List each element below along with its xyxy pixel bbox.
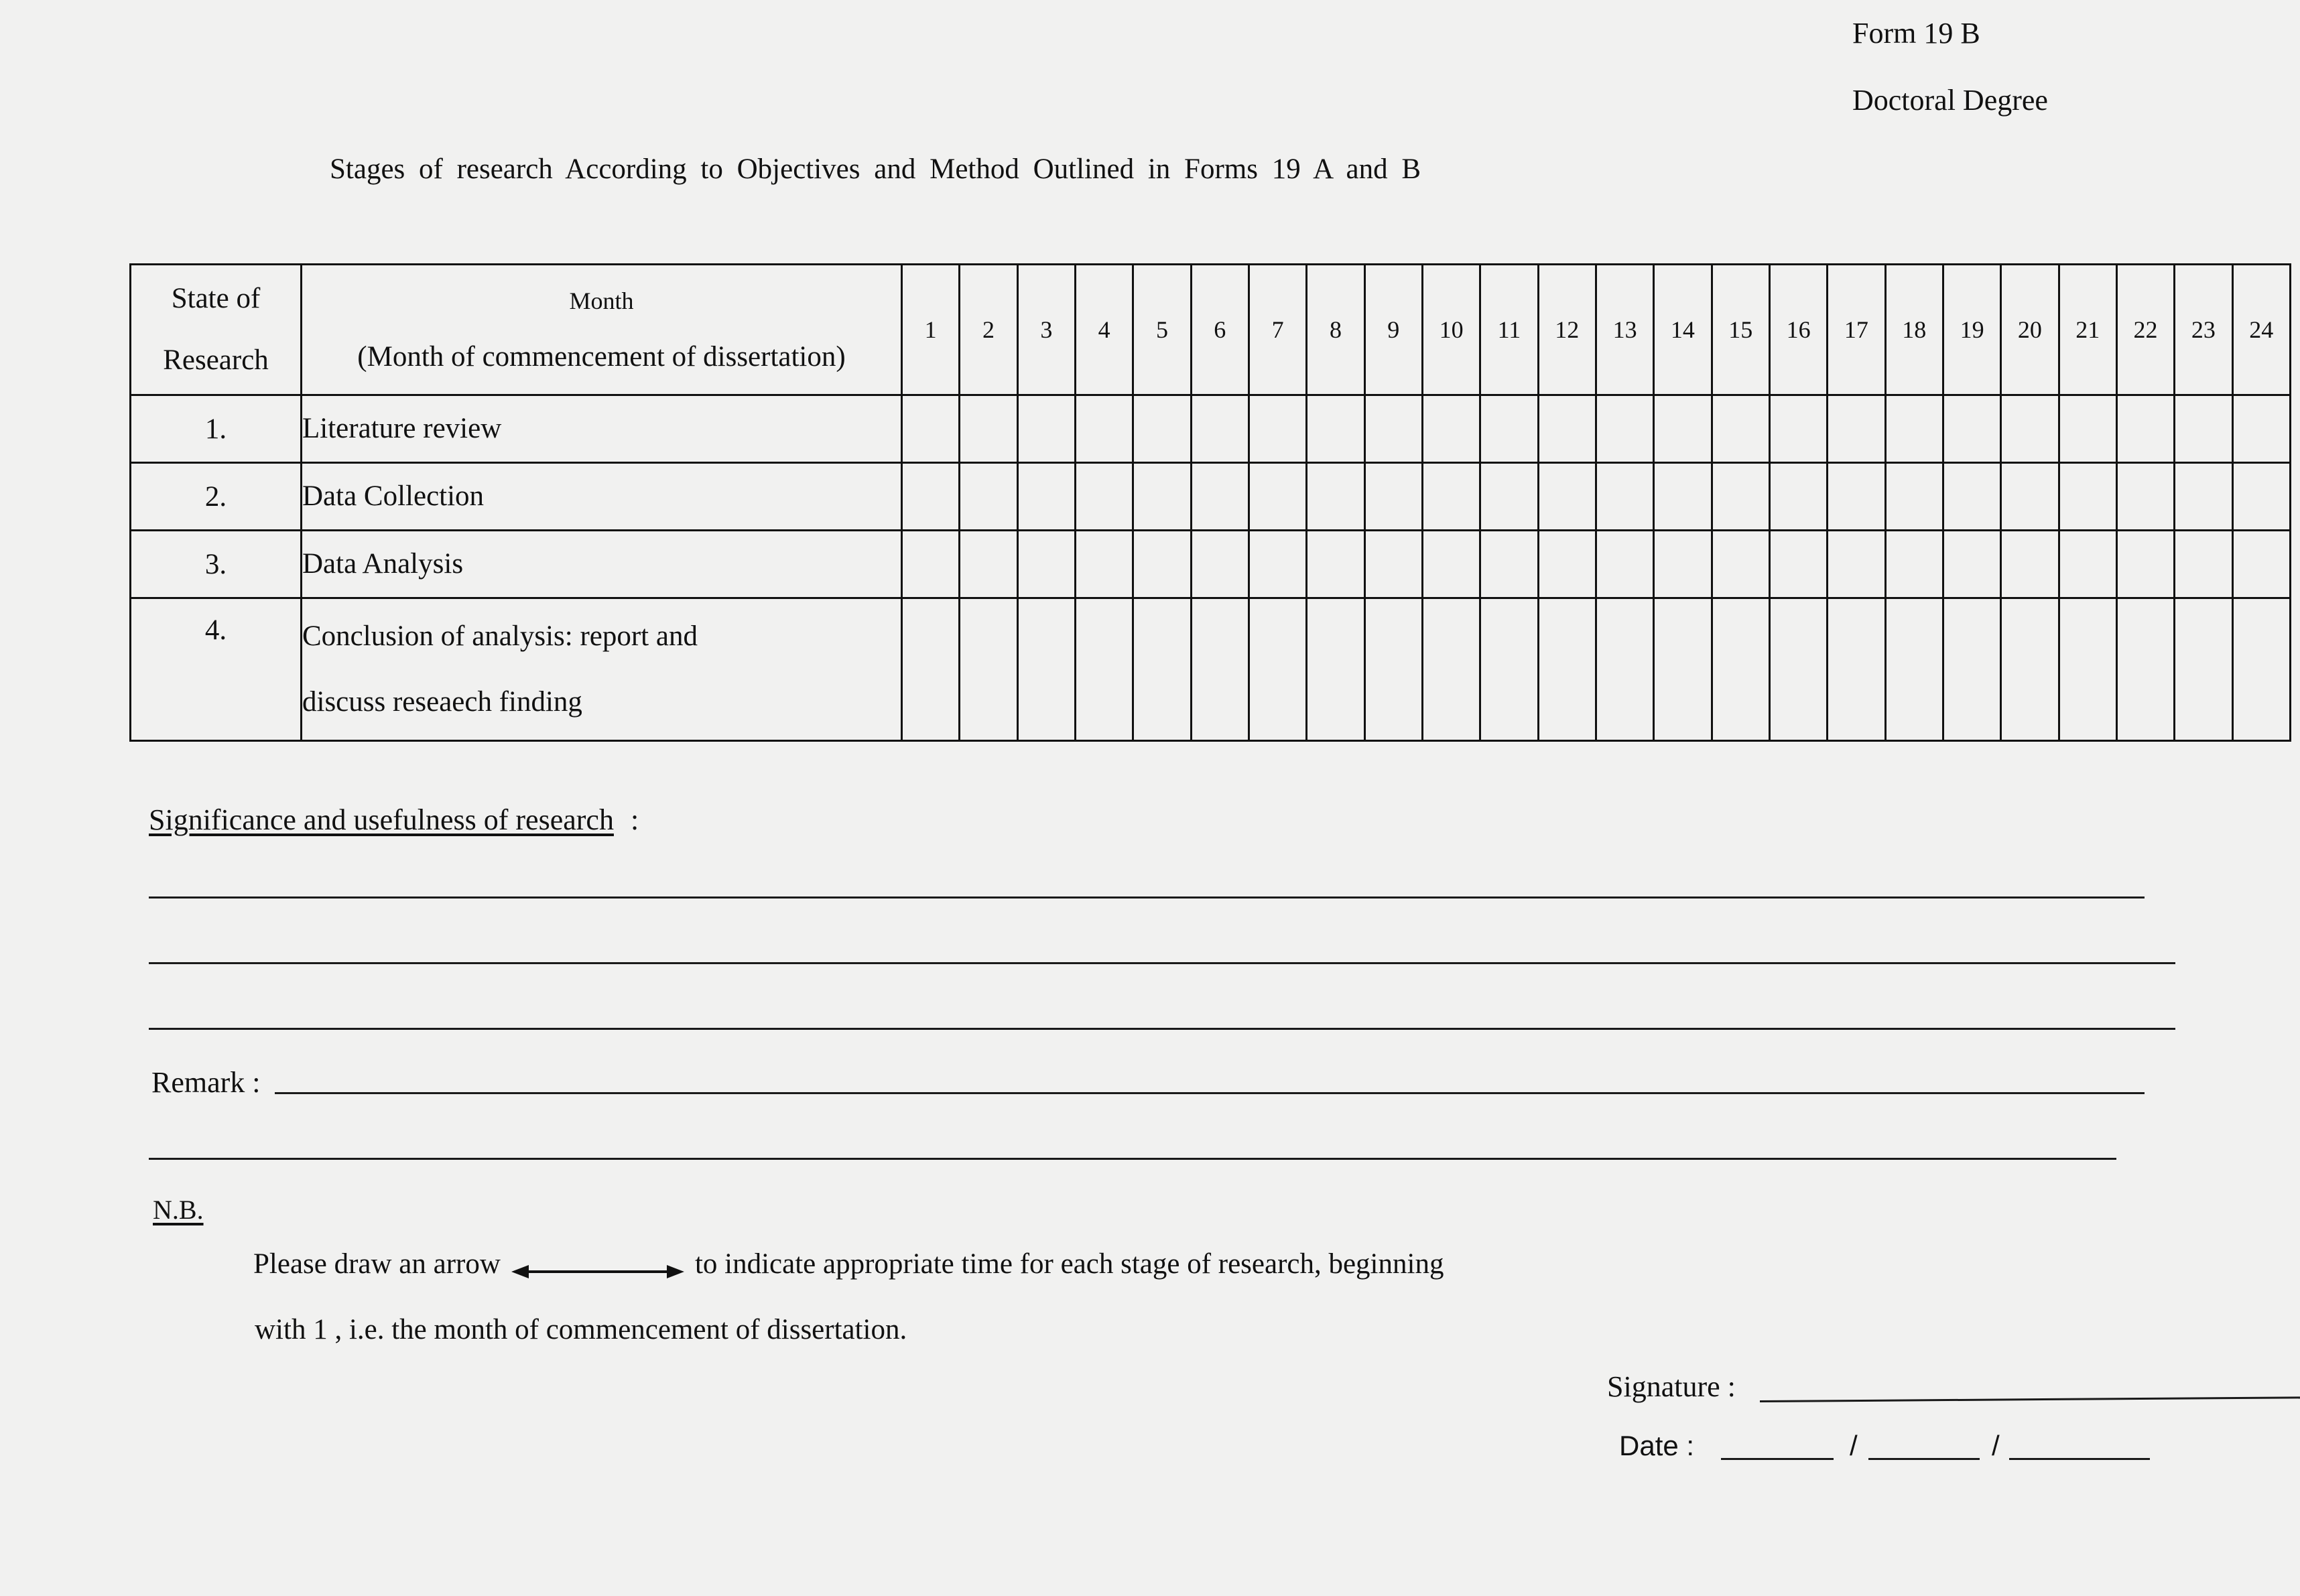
month-cell-19[interactable] [1943,395,2000,463]
month-cell-14[interactable] [1654,598,1712,741]
nb-text-after-arrow: to indicate appropriate time for each stage of research, beginning [694,1248,1444,1280]
month-cell-6[interactable] [1191,395,1249,463]
table-row [131,598,2291,741]
month-header-14: 14 [1654,265,1712,395]
month-cell-8[interactable] [1307,395,1364,463]
nb-instruction-line1 [253,1248,1444,1280]
month-cell-2[interactable] [960,598,1017,741]
month-cell-15[interactable] [1712,463,1769,531]
date-label: Date : [1619,1430,1695,1461]
month-header-1: 1 [902,265,960,395]
month-header-17: 17 [1828,265,1885,395]
month-cell-13[interactable] [1596,463,1653,531]
month-cell-7[interactable] [1249,531,1306,598]
month-cell-14[interactable] [1654,463,1712,531]
month-cell-3[interactable] [1017,395,1075,463]
month-cell-11[interactable] [1480,395,1538,463]
remark-line-2[interactable] [149,1158,2116,1160]
month-cell-11[interactable] [1480,463,1538,531]
month-cell-21[interactable] [2059,395,2116,463]
month-header-sub: (Month of commencement of dissertation) [357,340,846,373]
month-cell-16[interactable] [1769,531,1827,598]
month-cell-19[interactable] [1943,463,2000,531]
month-cell-19[interactable] [1943,598,2000,741]
month-cell-10[interactable] [1422,531,1480,598]
month-cell-5[interactable] [1133,531,1191,598]
month-cell-21[interactable] [2059,531,2116,598]
significance-heading [149,803,639,837]
month-cell-12[interactable] [1538,531,1596,598]
month-cell-3[interactable] [1017,531,1075,598]
table-row [131,531,2291,598]
month-cell-7[interactable] [1249,395,1306,463]
stage-description-line1: Literature review [302,413,502,444]
month-header-2: 2 [960,265,1017,395]
nb-instruction-line2: with 1 , i.e. the month of commencement of dissertation. [255,1314,907,1345]
month-cell-17[interactable] [1828,531,1885,598]
month-cell-12[interactable] [1538,463,1596,531]
degree-label: Doctoral Degree [1852,84,2048,117]
month-cell-15[interactable] [1712,395,1769,463]
month-cell-23[interactable] [2175,395,2232,463]
stage-description [302,598,902,741]
month-cell-6[interactable] [1191,598,1249,741]
state-of-research-header [131,265,302,395]
month-cell-4[interactable] [1075,463,1133,531]
month-cell-3[interactable] [1017,598,1075,741]
month-cell-3[interactable] [1017,463,1075,531]
month-cell-10[interactable] [1422,395,1480,463]
month-header-22: 22 [2116,265,2174,395]
research-stages-table [129,263,2291,742]
month-cell-24[interactable] [2232,395,2290,463]
month-cell-21[interactable] [2059,598,2116,741]
month-header-21: 21 [2059,265,2116,395]
month-cell-8[interactable] [1307,531,1364,598]
state-header-line2: Research [163,344,269,376]
stage-description-line1: Data Collection [302,480,485,512]
date-year-line[interactable] [2009,1458,2150,1460]
month-description-header [302,265,902,395]
stage-number: 2. [131,463,302,531]
month-cell-15[interactable] [1712,598,1769,741]
month-header-15: 15 [1712,265,1769,395]
month-cell-21[interactable] [2059,463,2116,531]
month-cell-6[interactable] [1191,463,1249,531]
stage-description [302,395,902,463]
date-day-line[interactable] [1721,1458,1834,1460]
table-header-row [131,265,2291,395]
month-cell-17[interactable] [1828,598,1885,741]
month-cell-1[interactable] [902,531,960,598]
month-header-6: 6 [1191,265,1249,395]
month-cell-20[interactable] [2001,395,2059,463]
table-row [131,463,2291,531]
page-title: Stages of research According to Objectives and Method Outlined in Forms 19 A and B [330,153,1421,185]
month-cell-17[interactable] [1828,463,1885,531]
month-cell-6[interactable] [1191,531,1249,598]
remark-line-1[interactable] [275,1092,2145,1094]
month-cell-10[interactable] [1422,598,1480,741]
month-cell-22[interactable] [2116,395,2174,463]
month-cell-20[interactable] [2001,598,2059,741]
month-cell-16[interactable] [1769,598,1827,741]
date-separator-1: / [1850,1430,1858,1461]
month-cell-7[interactable] [1249,598,1306,741]
stage-number: 1. [131,395,302,463]
month-cell-1[interactable] [902,395,960,463]
month-header-3: 3 [1017,265,1075,395]
stage-number: 3. [131,531,302,598]
stage-description-line1: Conclusion of analysis: report and [302,620,698,652]
month-cell-18[interactable] [1885,395,1943,463]
month-cell-14[interactable] [1654,395,1712,463]
month-cell-20[interactable] [2001,531,2059,598]
month-cell-12[interactable] [1538,598,1596,741]
month-cell-15[interactable] [1712,531,1769,598]
month-cell-20[interactable] [2001,463,2059,531]
month-cell-2[interactable] [960,463,1017,531]
signature-line[interactable] [1760,1396,2300,1402]
significance-line-3[interactable] [149,1028,2175,1030]
month-cell-8[interactable] [1307,463,1364,531]
significance-line-2[interactable] [149,962,2175,964]
month-cell-24[interactable] [2232,598,2290,741]
nb-label: N.B. [153,1195,204,1225]
month-cell-9[interactable] [1364,598,1422,741]
signature-label: Signature : [1607,1370,1736,1403]
month-cell-22[interactable] [2116,531,2174,598]
month-cell-4[interactable] [1075,531,1133,598]
month-cell-23[interactable] [2175,598,2232,741]
month-cell-11[interactable] [1480,598,1538,741]
month-header-18: 18 [1885,265,1943,395]
table-row [131,395,2291,463]
form-number: Form 19 B [1852,17,1980,50]
month-cell-24[interactable] [2232,463,2290,531]
month-header-24: 24 [2232,265,2290,395]
stage-number: 4. [131,598,302,741]
month-cell-23[interactable] [2175,531,2232,598]
remark-label: Remark : [151,1066,261,1099]
month-header-11: 11 [1480,265,1538,395]
month-cell-4[interactable] [1075,395,1133,463]
month-cell-16[interactable] [1769,463,1827,531]
month-cell-2[interactable] [960,395,1017,463]
month-cell-7[interactable] [1249,463,1306,531]
month-header-7: 7 [1249,265,1306,395]
stage-description [302,531,902,598]
month-cell-13[interactable] [1596,598,1653,741]
stage-description-line1: Data Analysis [302,548,464,580]
month-header-19: 19 [1943,265,2000,395]
date-separator-2: / [1992,1430,2000,1461]
month-cell-18[interactable] [1885,598,1943,741]
month-header-13: 13 [1596,265,1653,395]
month-cell-14[interactable] [1654,531,1712,598]
month-cell-11[interactable] [1480,531,1538,598]
month-cell-5[interactable] [1133,598,1191,741]
month-header-4: 4 [1075,265,1133,395]
month-cell-1[interactable] [902,598,960,741]
month-cell-5[interactable] [1133,463,1191,531]
month-cell-10[interactable] [1422,463,1480,531]
month-cell-9[interactable] [1364,463,1422,531]
month-cell-5[interactable] [1133,395,1191,463]
month-header-8: 8 [1307,265,1364,395]
month-cell-18[interactable] [1885,463,1943,531]
month-header-16: 16 [1769,265,1827,395]
month-cell-2[interactable] [960,531,1017,598]
double-arrow-icon [511,1256,684,1276]
state-header-line1: State of [171,283,261,314]
month-header-9: 9 [1364,265,1422,395]
month-cell-8[interactable] [1307,598,1364,741]
month-cell-18[interactable] [1885,531,1943,598]
month-header-23: 23 [2175,265,2232,395]
date-month-line[interactable] [1868,1458,1980,1460]
month-cell-22[interactable] [2116,598,2174,741]
month-cell-12[interactable] [1538,395,1596,463]
month-cell-22[interactable] [2116,463,2174,531]
significance-line-1[interactable] [149,896,2145,899]
month-cell-24[interactable] [2232,531,2290,598]
month-header-10: 10 [1422,265,1480,395]
month-cell-23[interactable] [2175,463,2232,531]
month-cell-13[interactable] [1596,395,1653,463]
significance-label: Significance and usefulness of research [149,803,614,836]
month-cell-4[interactable] [1075,598,1133,741]
stage-description-line2: discuss reseaech finding [302,686,582,718]
month-header-12: 12 [1538,265,1596,395]
month-cell-19[interactable] [1943,531,2000,598]
month-cell-1[interactable] [902,463,960,531]
month-header-5: 5 [1133,265,1191,395]
month-cell-16[interactable] [1769,395,1827,463]
month-cell-9[interactable] [1364,395,1422,463]
month-cell-9[interactable] [1364,531,1422,598]
stage-description [302,463,902,531]
month-cell-13[interactable] [1596,531,1653,598]
month-cell-17[interactable] [1828,395,1885,463]
month-header-20: 20 [2001,265,2059,395]
nb-text-before-arrow: Please draw an arrow [253,1248,501,1280]
month-header-label: Month [569,287,634,314]
significance-colon: : [630,803,639,836]
